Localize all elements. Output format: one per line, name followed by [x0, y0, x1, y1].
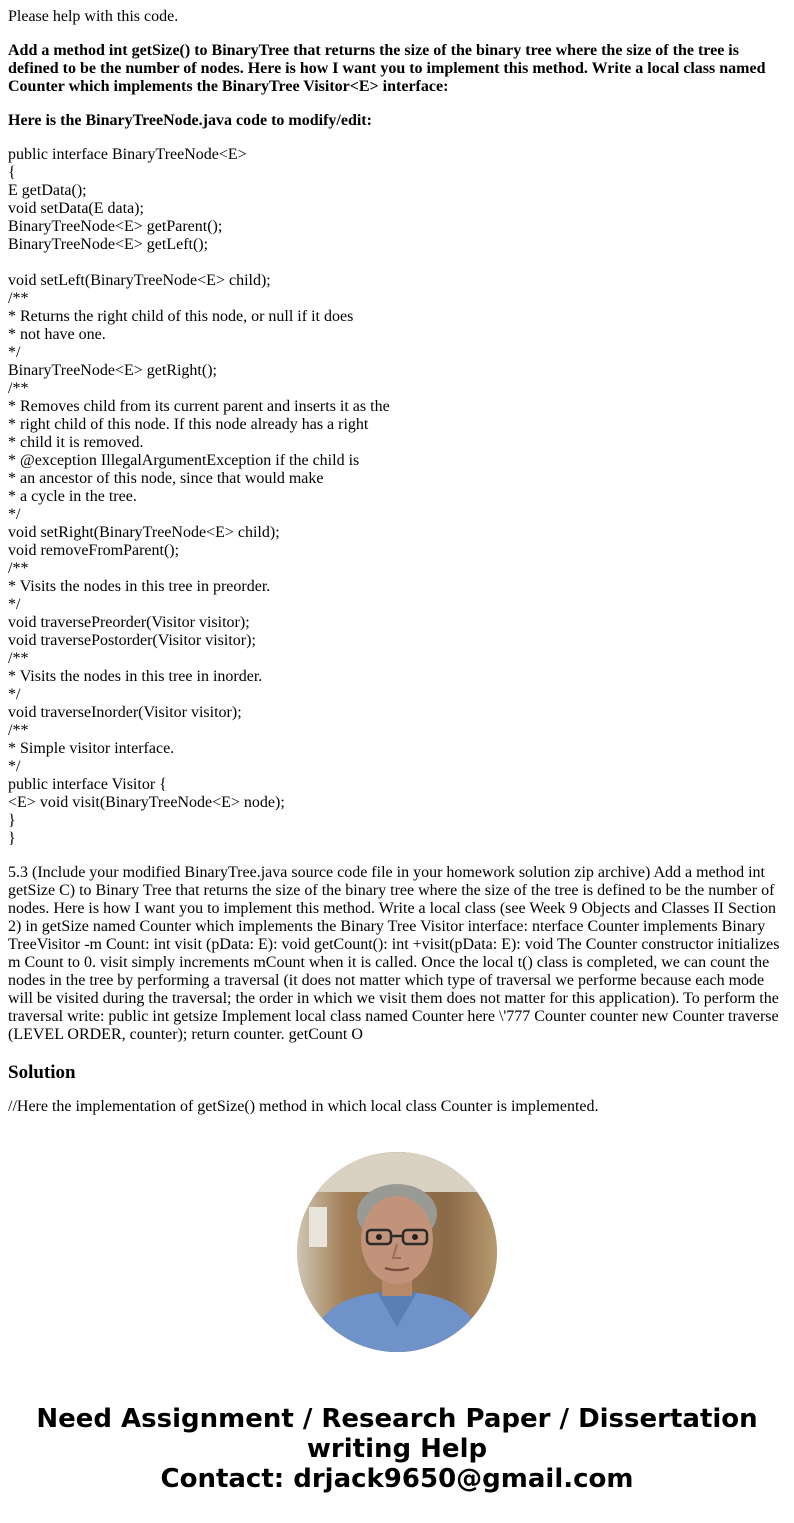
- code-line: * Returns the right child of this node, or null if it does: [8, 308, 354, 325]
- code-line: /**: [8, 722, 29, 739]
- task-description: Add a method int getSize() to BinaryTree that returns the size of the binary tree where the size of the tree is defined to be the number of nodes. Here is how I want you to implement this method. Write a local class named Counter which implements the BinaryTree Visitor<E> interface:: [8, 42, 766, 95]
- promo-footer: [8, 1404, 786, 1494]
- promo-contact: Contact: drjack9650@gmail.com: [160, 1464, 634, 1494]
- code-line: void traverseInorder(Visitor visitor);: [8, 704, 242, 721]
- code-line: public interface BinaryTreeNode<E>: [8, 146, 247, 163]
- code-line: * Visits the nodes in this tree in preorder.: [8, 578, 271, 595]
- problem-text: 5.3 (Include your modified BinaryTree.java source code file in your homework solution zip archive) Add a method int getSize C) to Binary Tree that returns the size of the binary tree where the size of the tree is defined to be the number of nodes. Here is how I want you to implement this method. Write a local class (see Week 9 Objects and Classes II Section 2) in getSize named Counter which implements the Binary Tree Visitor interface: nterface Counter implements Binary TreeVisitor -m Count: int visit (pData: E): void getCount(): int +visit(pData: E): void The Counter constructor initializes m Count to 0. visit simply increments mCount when it is called. Once the local t() class is completed, we can count the nodes in the tree by performing a traversal (it does not matter which type of traversal we performe because each mode will be visited during the traversal; the order in which we visit them does not matter for this application). To perform the traversal write: public int getsize Implement local class named Counter here \'777 Counter counter new Counter traverse (LEVEL ORDER, counter); return counter. getCount O: [8, 864, 780, 1043]
- code-line: * Removes child from its current parent and inserts it as the: [8, 398, 390, 415]
- code-line: }: [8, 830, 16, 847]
- code-line: */: [8, 344, 21, 361]
- code-line: void setLeft(BinaryTreeNode<E> child);: [8, 272, 271, 289]
- code-line: void setRight(BinaryTreeNode<E> child);: [8, 524, 280, 541]
- promo-line-1: Need Assignment / Research Paper / Dissertation: [36, 1404, 758, 1434]
- code-line: public interface Visitor {: [8, 776, 167, 793]
- code-line: * right child of this node. If this node already has a right: [8, 416, 369, 433]
- solution-heading: Solution: [8, 1062, 76, 1083]
- code-line: BinaryTreeNode<E> getLeft();: [8, 236, 209, 253]
- code-line: {: [8, 164, 16, 181]
- code-line: BinaryTreeNode<E> getRight();: [8, 362, 217, 379]
- code-block: [8, 146, 786, 848]
- code-line: }: [8, 812, 16, 829]
- code-line: BinaryTreeNode<E> getParent();: [8, 218, 223, 235]
- code-line: void setData(E data);: [8, 200, 144, 217]
- code-line: * @exception IllegalArgumentException if the child is: [8, 452, 360, 469]
- code-line: */: [8, 758, 21, 775]
- code-line: * an ancestor of this node, since that would make: [8, 470, 324, 487]
- intro-text: Please help with this code.: [8, 8, 179, 25]
- avatar-row: [8, 1152, 786, 1352]
- code-line: [8, 254, 786, 272]
- code-line: /**: [8, 380, 29, 397]
- code-line: */: [8, 506, 21, 523]
- code-line: * not have one.: [8, 326, 106, 343]
- code-line: void traversePreorder(Visitor visitor);: [8, 614, 250, 631]
- code-line: * a cycle in the tree.: [8, 488, 137, 505]
- code-line: * Simple visitor interface.: [8, 740, 175, 757]
- code-line: */: [8, 686, 21, 703]
- code-line: /**: [8, 650, 29, 667]
- avatar: [297, 1152, 497, 1352]
- promo-line-2: writing Help: [306, 1434, 488, 1464]
- code-line: <E> void visit(BinaryTreeNode<E> node);: [8, 794, 285, 811]
- code-heading: Here is the BinaryTreeNode.java code to modify/edit:: [8, 112, 372, 129]
- code-line: void traversePostorder(Visitor visitor);: [8, 632, 256, 649]
- code-line: void removeFromParent();: [8, 542, 180, 559]
- avatar-portrait-icon: [297, 1152, 497, 1352]
- code-line: */: [8, 596, 21, 613]
- code-line: E getData();: [8, 182, 87, 199]
- code-line: * Visits the nodes in this tree in inorder.: [8, 668, 263, 685]
- code-line: /**: [8, 560, 29, 577]
- solution-text: //Here the implementation of getSize() method in which local class Counter is implemented.: [8, 1098, 599, 1115]
- code-line: * child it is removed.: [8, 434, 144, 451]
- code-line: /**: [8, 290, 29, 307]
